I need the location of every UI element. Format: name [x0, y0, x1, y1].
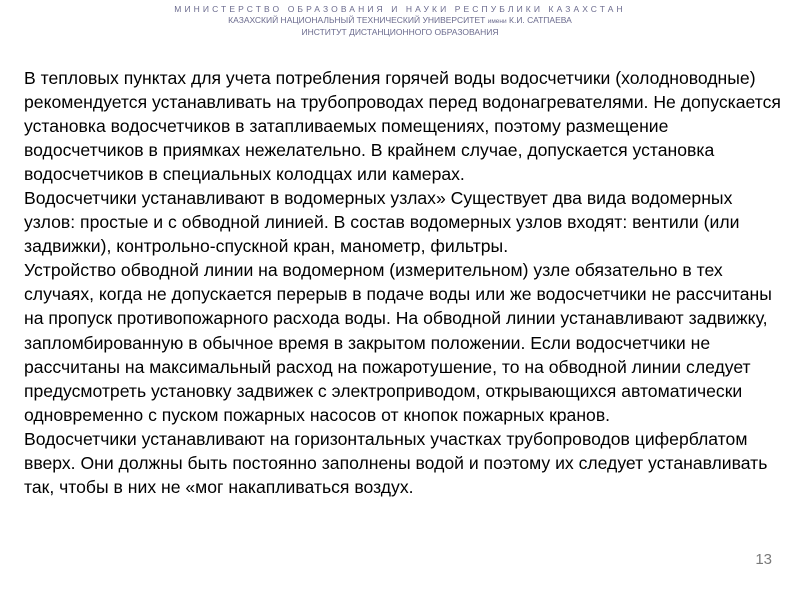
page-number: 13 — [755, 551, 772, 568]
institute-title: ИНСТИТУТ ДИСТАНЦИОННОГО ОБРАЗОВАНИЯ — [301, 27, 499, 37]
slide-body — [24, 66, 782, 499]
paragraph-2: Водосчетчики устанавливают в водомерных узлах» Существует два вида водомерных узлов: простые и с обводной линией. В состав водомерных узлов входят: вентили (или задвижки), контрольно-спускной кран, манометр, фильтры. — [24, 188, 740, 257]
paragraph-1: В тепловых пунктах для учета потребления горячей воды водосчетчики (холодноводные) рекомендуется устанавливать на трубопроводах перед водонагревателями. Не допускается установка водосчетчиков в затапливаемых помещениях, поэтому размещение водосчетчиков в приямках нежелательно. В крайнем случае, допускается установка водосчетчиков в специальных колодцах или камерах. — [24, 68, 781, 185]
slide-header — [0, 4, 800, 38]
university-prefix: КАЗАХСКИЙ НАЦИОНАЛЬНЫЙ ТЕХНИЧЕСКИЙ УНИВЕРСИТЕТ — [228, 15, 486, 25]
paragraph-3: Устройство обводной линии на водомерном (измерительном) узле обязательно в тех случаях, когда не допускается перерыв в подаче воды или же водосчетчики не рассчитаны на пропуск противопожарного расхода воды. На обводной линии устанавливают задвижку, запломбированную в обычное время в закрытом положении. Если водосчетчики не рассчитаны на максимальный расход на пожаротушение, то на обводной линии следует предусмотреть установку задвижек с электроприводом, открывающихся автоматически одновременно с пуском пожарных насосов от кнопок пожарных кранов. — [24, 260, 772, 425]
university-small-word: имени — [487, 18, 507, 25]
ministry-title: МИНИСТЕРСТВО ОБРАЗОВАНИЯ И НАУКИ РЕСПУБЛИКИ КАЗАХСТАН — [174, 4, 626, 14]
university-title — [0, 15, 800, 27]
university-suffix: К.И. САТПАЕВА — [509, 15, 572, 25]
paragraph-4: Водосчетчики устанавливают на горизонтальных участках трубопроводов циферблатом вверх. Они должны быть постоянно заполнены водой и поэтому их следует устанавливать так, чтобы в них не «мог накапливаться воздух. — [24, 428, 768, 497]
